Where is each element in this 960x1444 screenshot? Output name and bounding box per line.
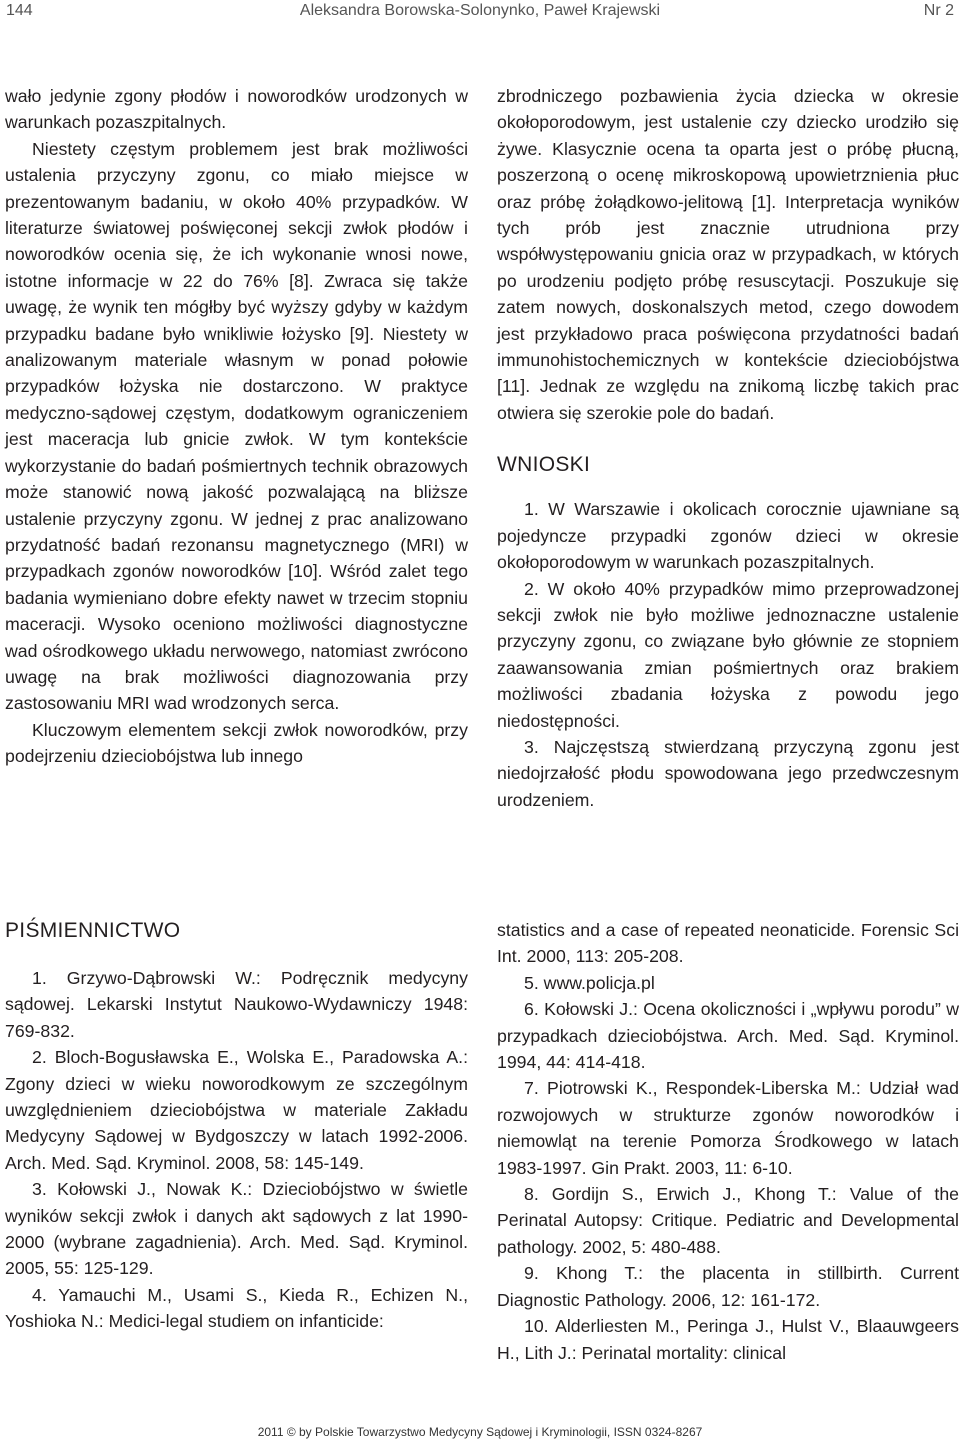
reference-item: 7. Piotrowski K., Respondek-Liberska M.: Udział wad rozwojowych w strukturze zgonów noworodków i niemowląt na terenie Pomorza Środkowego w latach 1983-1997. Gin Prakt. 2003, 11: 6-10. [497,1078,959,1178]
reference-item: 5. www.policja.pl [524,972,655,993]
references-heading: PIŚMIENNICTWO [5,919,181,942]
conclusion-item: 2. W około 40% przypadków mimo przeprowadzonej sekcji zwłok nie było możliwe jednoznaczne ustalenie przyczyny zgonu, co związane było głównie ze stopniem zaawansowania zmian pośmiertnych oraz brakiem możliwości zbadania łożyska z powodu jego niedostępności. [497,578,959,731]
reference-item: 10. Alderliesten M., Peringa J., Hulst V., Blaauwgeers H., Lith J.: Perinatal mortality: clinical [497,1316,959,1363]
conclusions-heading: WNIOSKI [497,453,591,477]
reference-item: 6. Kołowski J.: Ocena okoliczności i „wpływu porodu” w przypadkach dzieciobójstwa. Arch. Med. Sąd. Kryminol. 1994, 44: 414-418. [497,999,959,1073]
body-paragraph: zbrodniczego pozbawienia życia dziecka w okresie okołoporodowym, jest ustalenie czy dziecko urodziło się żywe. Klasycznie ocena ta oparta jest o próbę płucną, poszerzoną o ocenę mikroskopową upowietrznienia płuc oraz próbę żołądkowo-jelitową [1]. Interpretacja wyników tych prób jest znacznie utrudniona przy współwystępowaniu gnicia oraz w przypadkach, w których po urodzeniu podjęto próbę resuscytacji. Poszukuje się zatem nowych, doskonalszych metod, czego dowodem jest przykładowo praca poświęcona przydatności badań immunohistochemicznych w kontekście dzieciobójstwa [11]. Jednak ze względu na znikomą liczbę takich prac otwiera się szerokie pole do badań. [497,86,959,423]
copyright-footer: 2011 © by Polskie Towarzystwo Medycyny Sądowej i Kryminologii, ISSN 0324-8267 [257,1425,703,1439]
reference-item: 9. Khong T.: the placenta in stillbirth. Current Diagnostic Pathology. 2006, 12: 161-172. [497,1263,959,1310]
reference-item: 1. Grzywo-Dąbrowski W.: Podręcznik medycyny sądowej. Lekarski Instytut Naukowo-Wydawniczy 1948: 769-832. [5,968,468,1041]
reference-item: 3. Kołowski J., Nowak K.: Dzieciobójstwo w świetle wyników sekcji zwłok i danych akt sądowych z lat 1990-2000 (wybrane zagadnienia). Arch. Med. Sąd. Kryminol. 2005, 55: 125-129. [5,1179,468,1279]
references-column-left [5,917,468,1335]
body-paragraph: wało jedynie zgony płodów i noworodków urodzonych w warunkach pozaszpitalnych. [5,86,468,133]
body-column-right [497,83,959,813]
reference-item: 2. Bloch-Bogusławska E., Wolska E., Paradowska A.: Zgony dzieci w wieku noworodkowym ze szczególnym uwzględnieniem dzieciobójstwa w materiale Zakładu Medycyny Sądowej w Bydgoszczy w latach 1992-2006. Arch. Med. Sąd. Kryminol. 2008, 58: 145-149. [5,1047,468,1173]
reference-item: 8. Gordijn S., Erwich J., Khong T.: Value of the Perinatal Autopsy: Critique. Pediatric and Developmental pathology. 2002, 5: 480-488. [497,1184,959,1257]
running-header-authors: Aleksandra Borowska-Solonynko, Paweł Krajewski [299,2,661,19]
reference-continuation: statistics and a case of repeated neonaticide. Forensic Sci Int. 2000, 113: 205-208. [497,920,959,967]
issue-number: Nr 2 [923,2,954,19]
running-header [0,0,960,24]
reference-item: 4. Yamauchi M., Usami S., Kieda R., Echizen N., Yoshioka N.: Medici-legal studiem on infanticide: [5,1284,468,1332]
conclusion-item: 3. Najczęstszą stwierdzaną przyczyną zgonu jest niedojrzałość płodu spowodowana jego przedwczesnym urodzeniem. [497,736,959,810]
body-paragraph: Kluczowym elementem sekcji zwłok noworodków, przy podejrzeniu dzieciobójstwa lub innego [5,719,468,767]
references-column-right [497,917,959,1366]
body-column-left [5,83,468,770]
conclusion-item: 1. W Warszawie i okolicach corocznie ujawniane są pojedyncze przypadki zgonów dzieci w okresie okołoporodowym w warunkach pozaszpitalnych. [497,499,959,573]
page-number: 144 [6,2,33,19]
body-paragraph: Niestety częstym problemem jest brak możliwości ustalenia przyczyny zgonu, co miało miejsce w prezentowanym badaniu, w około 40% przypadków. W literaturze światowej poświęconej sekcji zwłok płodów i noworodków ocenia się, że ich wykonanie wnosi nowe, istotne informacje w 22 do 76% [8]. Zwraca się także uwagę, że wynik ten mógłby być wyższy gdyby w każdym przypadku badane było wnikliwie łożysko [9]. Niestety w analizowanym materiale własnym w ponad połowie przypadków łożyska nie dostarczono. W praktyce medyczno-sądowej częstym, dodatkowym ograniczeniem jest maceracja lub gnicie zwłok. W tym kontekście wykorzystanie do badań pośmiertnych technik obrazowych może stanowić nową jakość pozwalającą na bliższe ustalenie przyczyny zgonu. W jednej z prac analizowano przydatność badań rezonansu magnetycznego (MRI) w przypadkach zgonów noworodków [10]. Wśród zalet tego badania wymieniano dobre efekty nawet w trzecim stopniu maceracji. Wysoko oceniono możliwości diagnostyczne wad ośrodkowego układu nerwowego, natomiast zwrócono uwagę na brak możliwości diagnozowania przy zastosowaniu MRI wad wrodzonych serca. [5,138,468,714]
